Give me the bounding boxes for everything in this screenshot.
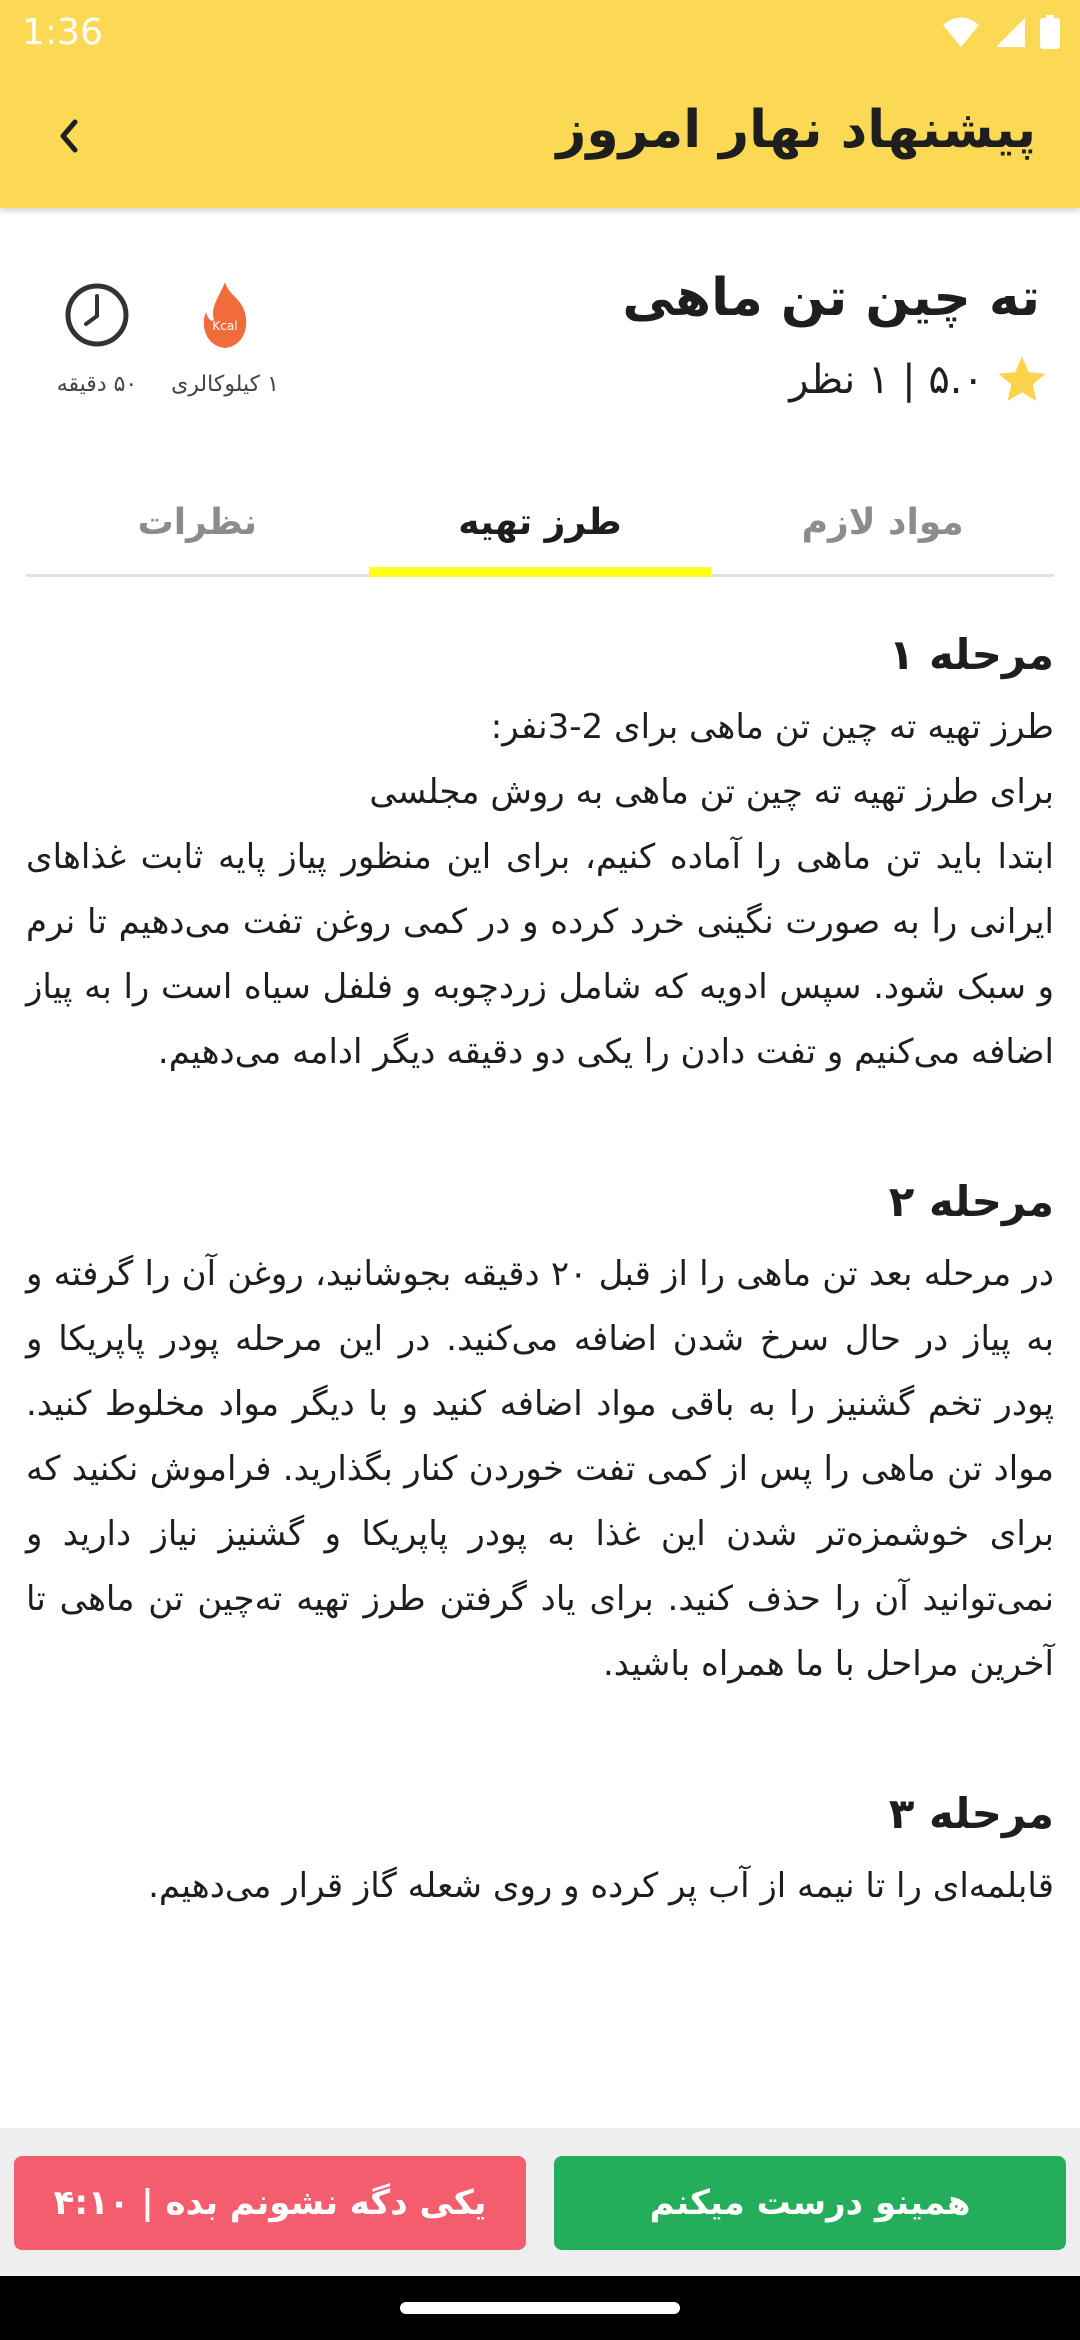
- show-another-button[interactable]: یکی دگه نشونم بده | ۴:۱۰: [14, 2156, 526, 2250]
- calories-label: ۱ کیلوکالری: [171, 372, 279, 397]
- chevron-left-icon: [55, 118, 85, 154]
- back-button[interactable]: [40, 106, 100, 166]
- steps-content: [26, 630, 1054, 2011]
- time-info: [22, 280, 172, 397]
- recipe-title: ته چین تن ماهی: [622, 268, 1040, 328]
- rating-text: ۵.۰ | ۱ نظر: [789, 357, 984, 403]
- clock-icon: [64, 282, 130, 348]
- time-label: ۵۰ دقیقه: [56, 372, 138, 397]
- step-1: [26, 630, 1054, 1085]
- home-indicator[interactable]: [400, 2302, 680, 2314]
- signal-icon: [994, 16, 1026, 48]
- app-bar: [0, 0, 1080, 208]
- fire-icon: [194, 280, 256, 350]
- step-3: [26, 1789, 1054, 1919]
- status-time: 1:36: [22, 12, 103, 53]
- system-nav-bar: [0, 2276, 1080, 2340]
- svg-text:Kcal: Kcal: [212, 319, 238, 333]
- step-text: طرز تهیه ته چین تن ماهی برای 2-3نفر: برای طرز تهیه ته چین تن ماهی به روش مجلسی ابتدا باید تن ماهی را آماده کنیم، برای این منظور پیاز پایه ثابت غذاهای ایرانی را به صورت نگینی خرد کرده و در کمی روغن تفت می‌دهیم تا نرم و سبک شود. سپس ادویه که شامل زردچوبه و فلفل سیاه است را به پیاز اضافه می‌کنیم و تفت دادن را یکی دو دقیقه دیگر ادامه می‌دهیم.: [26, 707, 1054, 1072]
- step-title: مرحله ۳: [888, 1789, 1054, 1838]
- status-icons: [942, 14, 1060, 50]
- tab-bar: [26, 470, 1054, 577]
- step-title: مرحله ۱: [888, 630, 1054, 679]
- page-title: پیشنهاد نهار امروز: [556, 100, 1036, 160]
- tab-comments[interactable]: نظرات: [137, 501, 258, 543]
- star-icon: [994, 352, 1050, 408]
- calories-info: [150, 280, 300, 397]
- cook-this-button[interactable]: همینو درست میکنم: [554, 2156, 1066, 2250]
- step-title: مرحله ۲: [888, 1177, 1054, 1226]
- rating-row: [789, 352, 1050, 408]
- step-text: در مرحله بعد تن ماهی را از قبل ۲۰ دقیقه بجوشانید، روغن آن را گرفته و به پیاز در حال سرخ شدن اضافه می‌کنید. در این مرحله پودر پاپریکا و پودر تخم گشنیز را به باقی مواد اضافه کنید و با دیگر مواد مخلوط کنید. مواد تن ماهی را پس از کمی تفت خوردن کنار بگذارید. فراموش نکنید که برای خوشمزه‌تر شدن این غذا به پودر پاپریکا و گشنیز نیاز دارید و نمی‌توانید آن را حذف کنید. برای یاد گرفتن طرز تهیه ته‌چین تن ماهی تا آخرین مراحل با ما همراه باشید.: [26, 1254, 1054, 1684]
- battery-icon: [1040, 15, 1060, 49]
- bottom-action-bar: [0, 2128, 1080, 2276]
- tab-preparation[interactable]: طرز تهیه: [369, 470, 712, 574]
- step-text: قابلمه‌ای را تا نیمه از آب پر کرده و روی شعله گاز قرار می‌دهیم.: [148, 1866, 1054, 1906]
- step-2: [26, 1177, 1054, 1697]
- wifi-icon: [942, 16, 980, 48]
- tab-ingredients[interactable]: مواد لازم: [801, 501, 964, 543]
